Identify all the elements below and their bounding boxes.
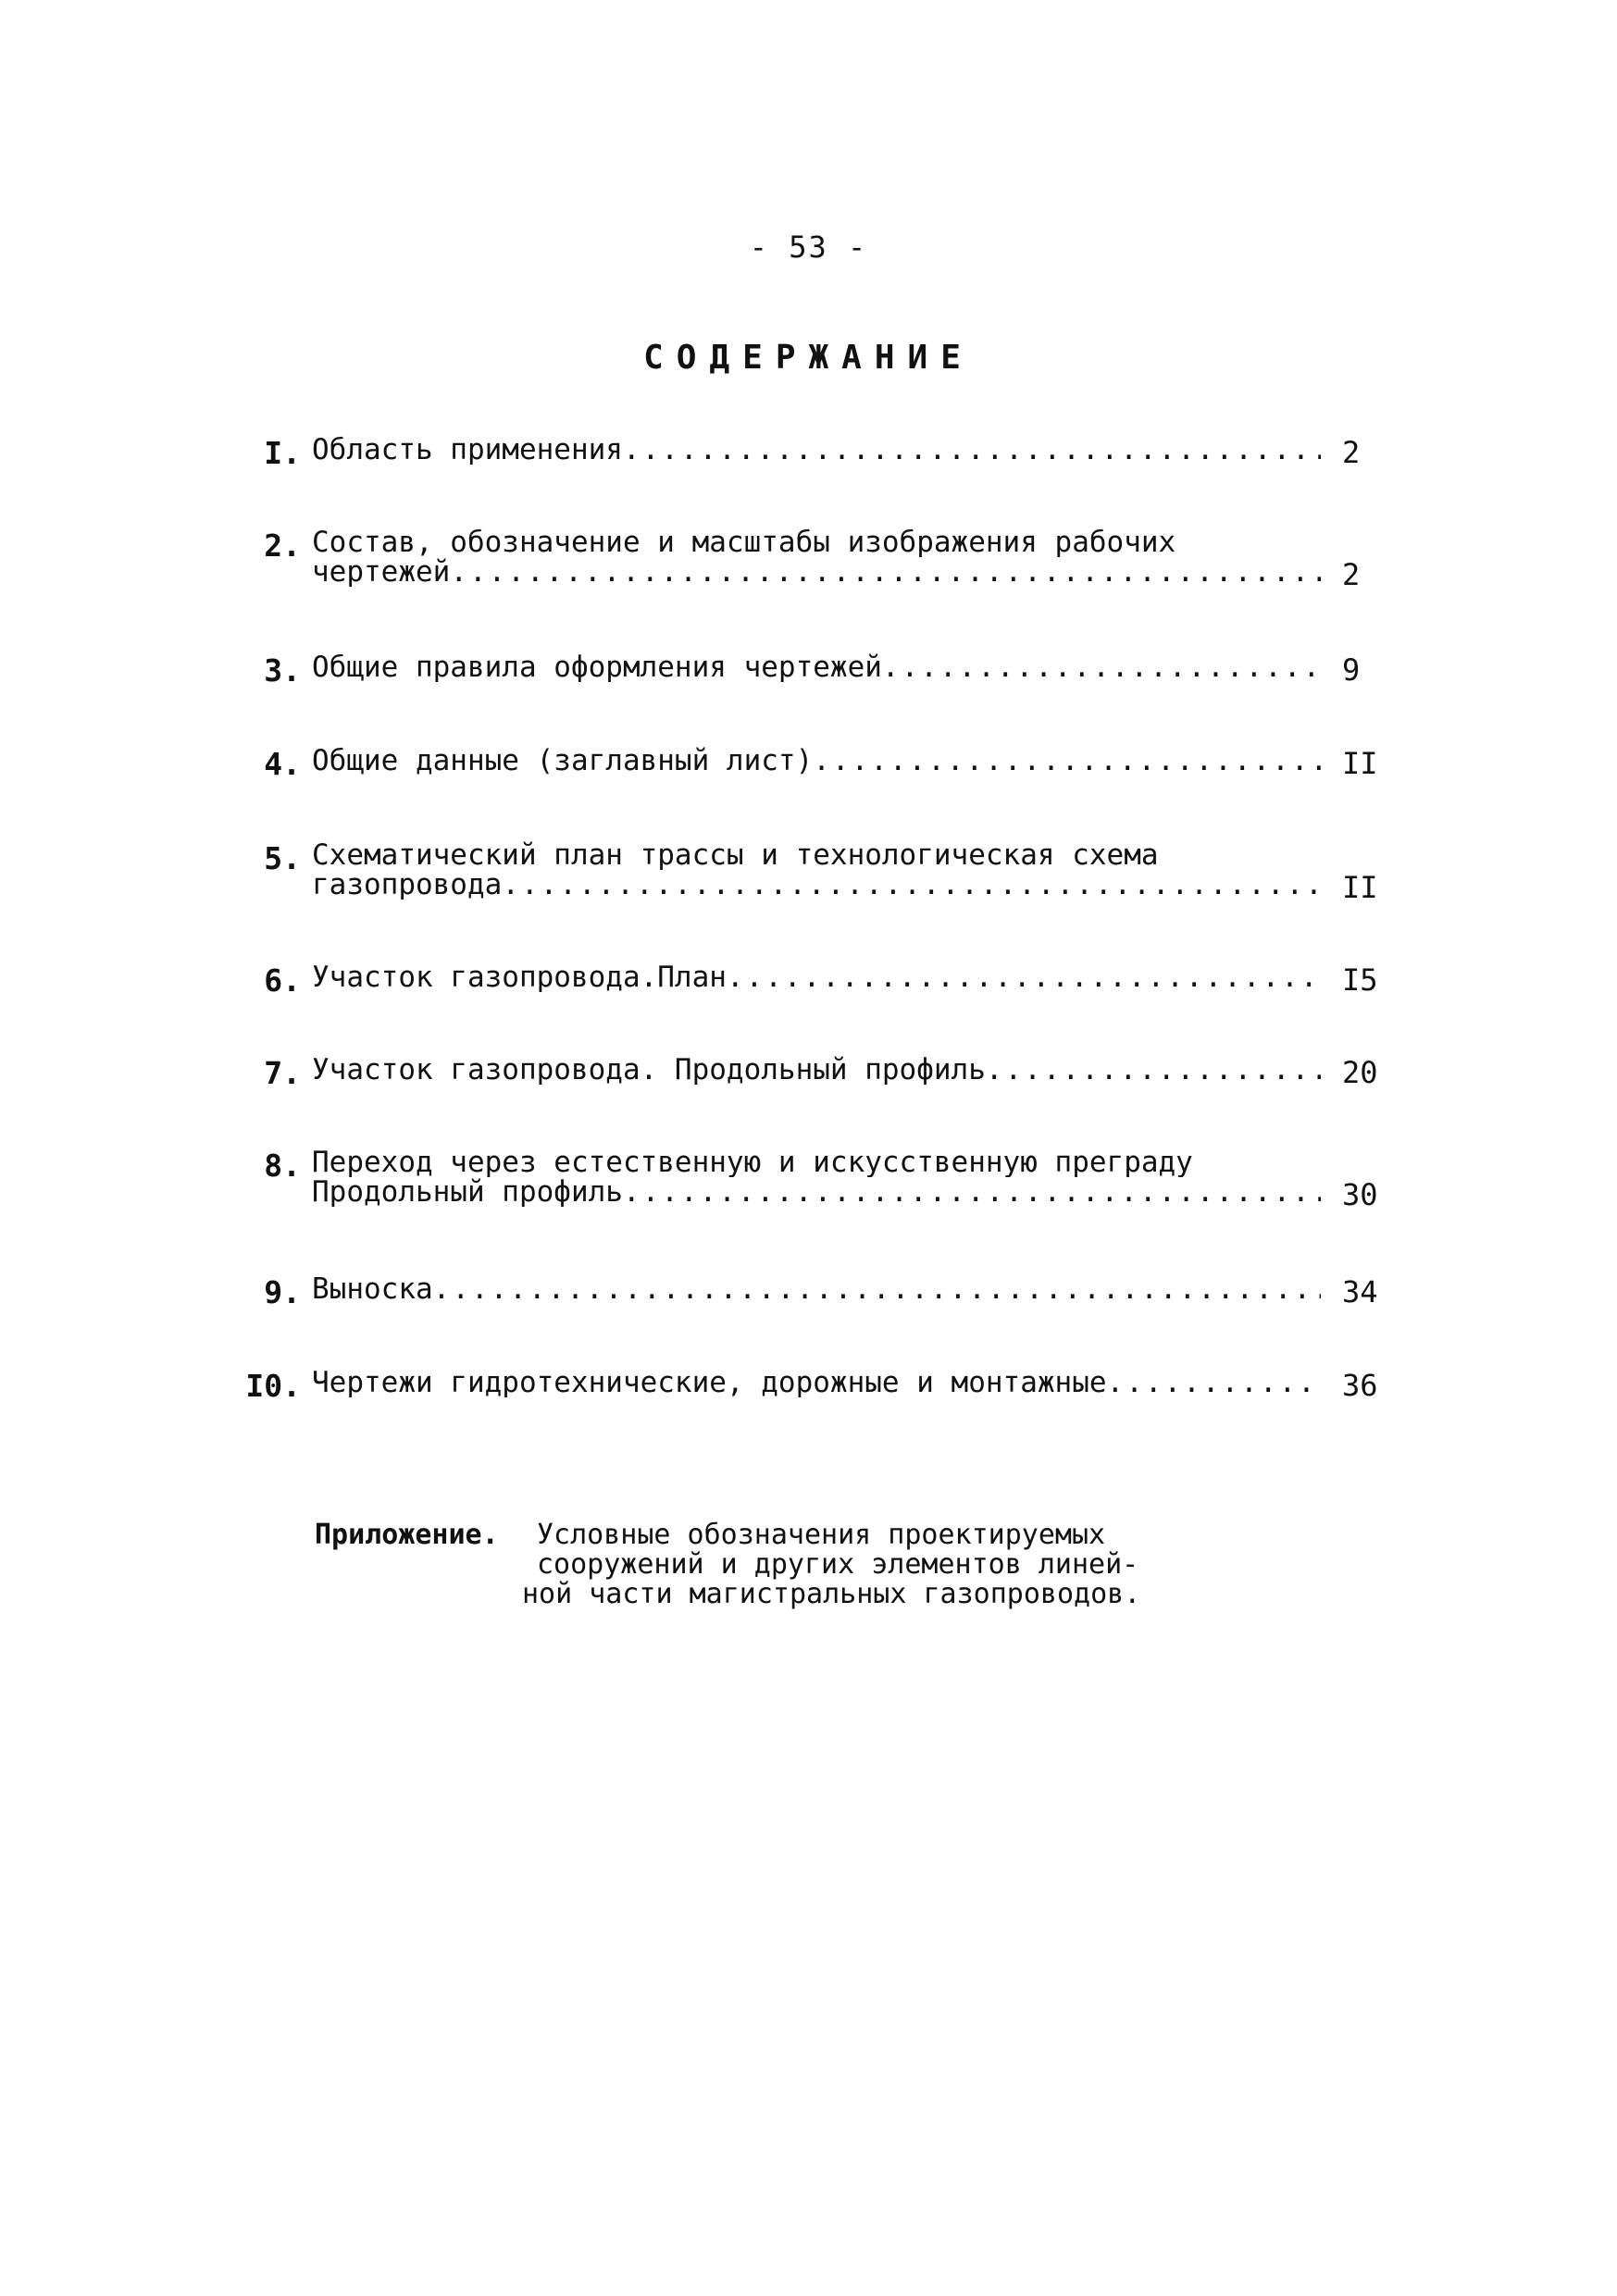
dot-leader — [623, 1177, 1321, 1207]
toc-title: СОДЕРЖАНИЕ — [643, 339, 974, 377]
toc-entry-page: 34 — [1342, 1274, 1378, 1309]
page-number: - 53 - — [749, 230, 868, 265]
dot-leader — [433, 1274, 1321, 1304]
dot-leader — [986, 1055, 1321, 1085]
toc-entry-page: 20 — [1342, 1055, 1378, 1090]
toc-entry-number: 6. — [264, 962, 301, 999]
toc-entry-page: 2 — [1342, 435, 1361, 470]
appendix-line: ной части магистральных газопроводов. — [522, 1578, 1141, 1610]
dot-leader — [623, 435, 1321, 465]
appendix-line: сооружений и других элементов линей- — [537, 1548, 1139, 1581]
toc-entry-title: Схематический план трассы и технологическая схема — [312, 840, 1159, 870]
toc-entry-title: Область применения — [312, 435, 623, 465]
toc-entry-page: 9 — [1342, 652, 1361, 688]
toc-entry-title: чертежей — [312, 557, 451, 587]
dot-leader — [727, 962, 1321, 992]
toc-entry-number: 3. — [264, 652, 301, 689]
toc-entry-title: Общие правила оформления чертежей — [312, 652, 882, 682]
toc-entry-number: 7. — [264, 1055, 301, 1091]
toc-entry-number: I0. — [245, 1368, 301, 1404]
appendix-label: Приложение. — [315, 1519, 499, 1551]
toc-entry-page: II — [1342, 746, 1378, 781]
toc-entry-title: Переход через естественную и искусственную преграду — [312, 1148, 1193, 1177]
toc-entry-page: I5 — [1342, 962, 1378, 998]
toc-entry-title: Состав, обозначение и масштабы изображения рабочих — [312, 527, 1176, 557]
dot-leader — [502, 870, 1321, 900]
appendix-text — [522, 1519, 1370, 1610]
toc-entry-number: 5. — [264, 840, 301, 876]
toc-entry-page: 2 — [1342, 557, 1361, 592]
appendix-line: Условные обозначения проектируемых — [537, 1519, 1106, 1551]
toc-entry-title: газопровода — [312, 870, 503, 900]
toc-entry-number: 8. — [264, 1148, 301, 1184]
toc-entry-number: 4. — [264, 746, 301, 782]
toc-entry-number: 9. — [264, 1274, 301, 1310]
toc-entry-title: Чертежи гидротехнические, дорожные и монтажные — [312, 1368, 1107, 1397]
toc-entry-page: II — [1342, 870, 1378, 905]
toc-entry-number: 2. — [264, 527, 301, 564]
toc-entry-title: Участок газопровода.План — [312, 962, 727, 992]
toc-entry-page: 36 — [1342, 1368, 1378, 1403]
toc-entry-title: Общие данные (заглавный лист) — [312, 746, 814, 776]
dot-leader — [450, 557, 1321, 587]
toc-entry-number: I. — [264, 435, 301, 471]
toc-entry-page: 30 — [1342, 1177, 1378, 1212]
toc-entry-title: Продольный профиль — [312, 1177, 623, 1207]
toc-entry-title: Выноска — [312, 1274, 433, 1304]
dot-leader — [813, 746, 1321, 776]
dot-leader — [1107, 1368, 1321, 1397]
dot-leader — [882, 652, 1321, 682]
toc-entry-title: Участок газопровода. Продольный профиль — [312, 1055, 986, 1085]
